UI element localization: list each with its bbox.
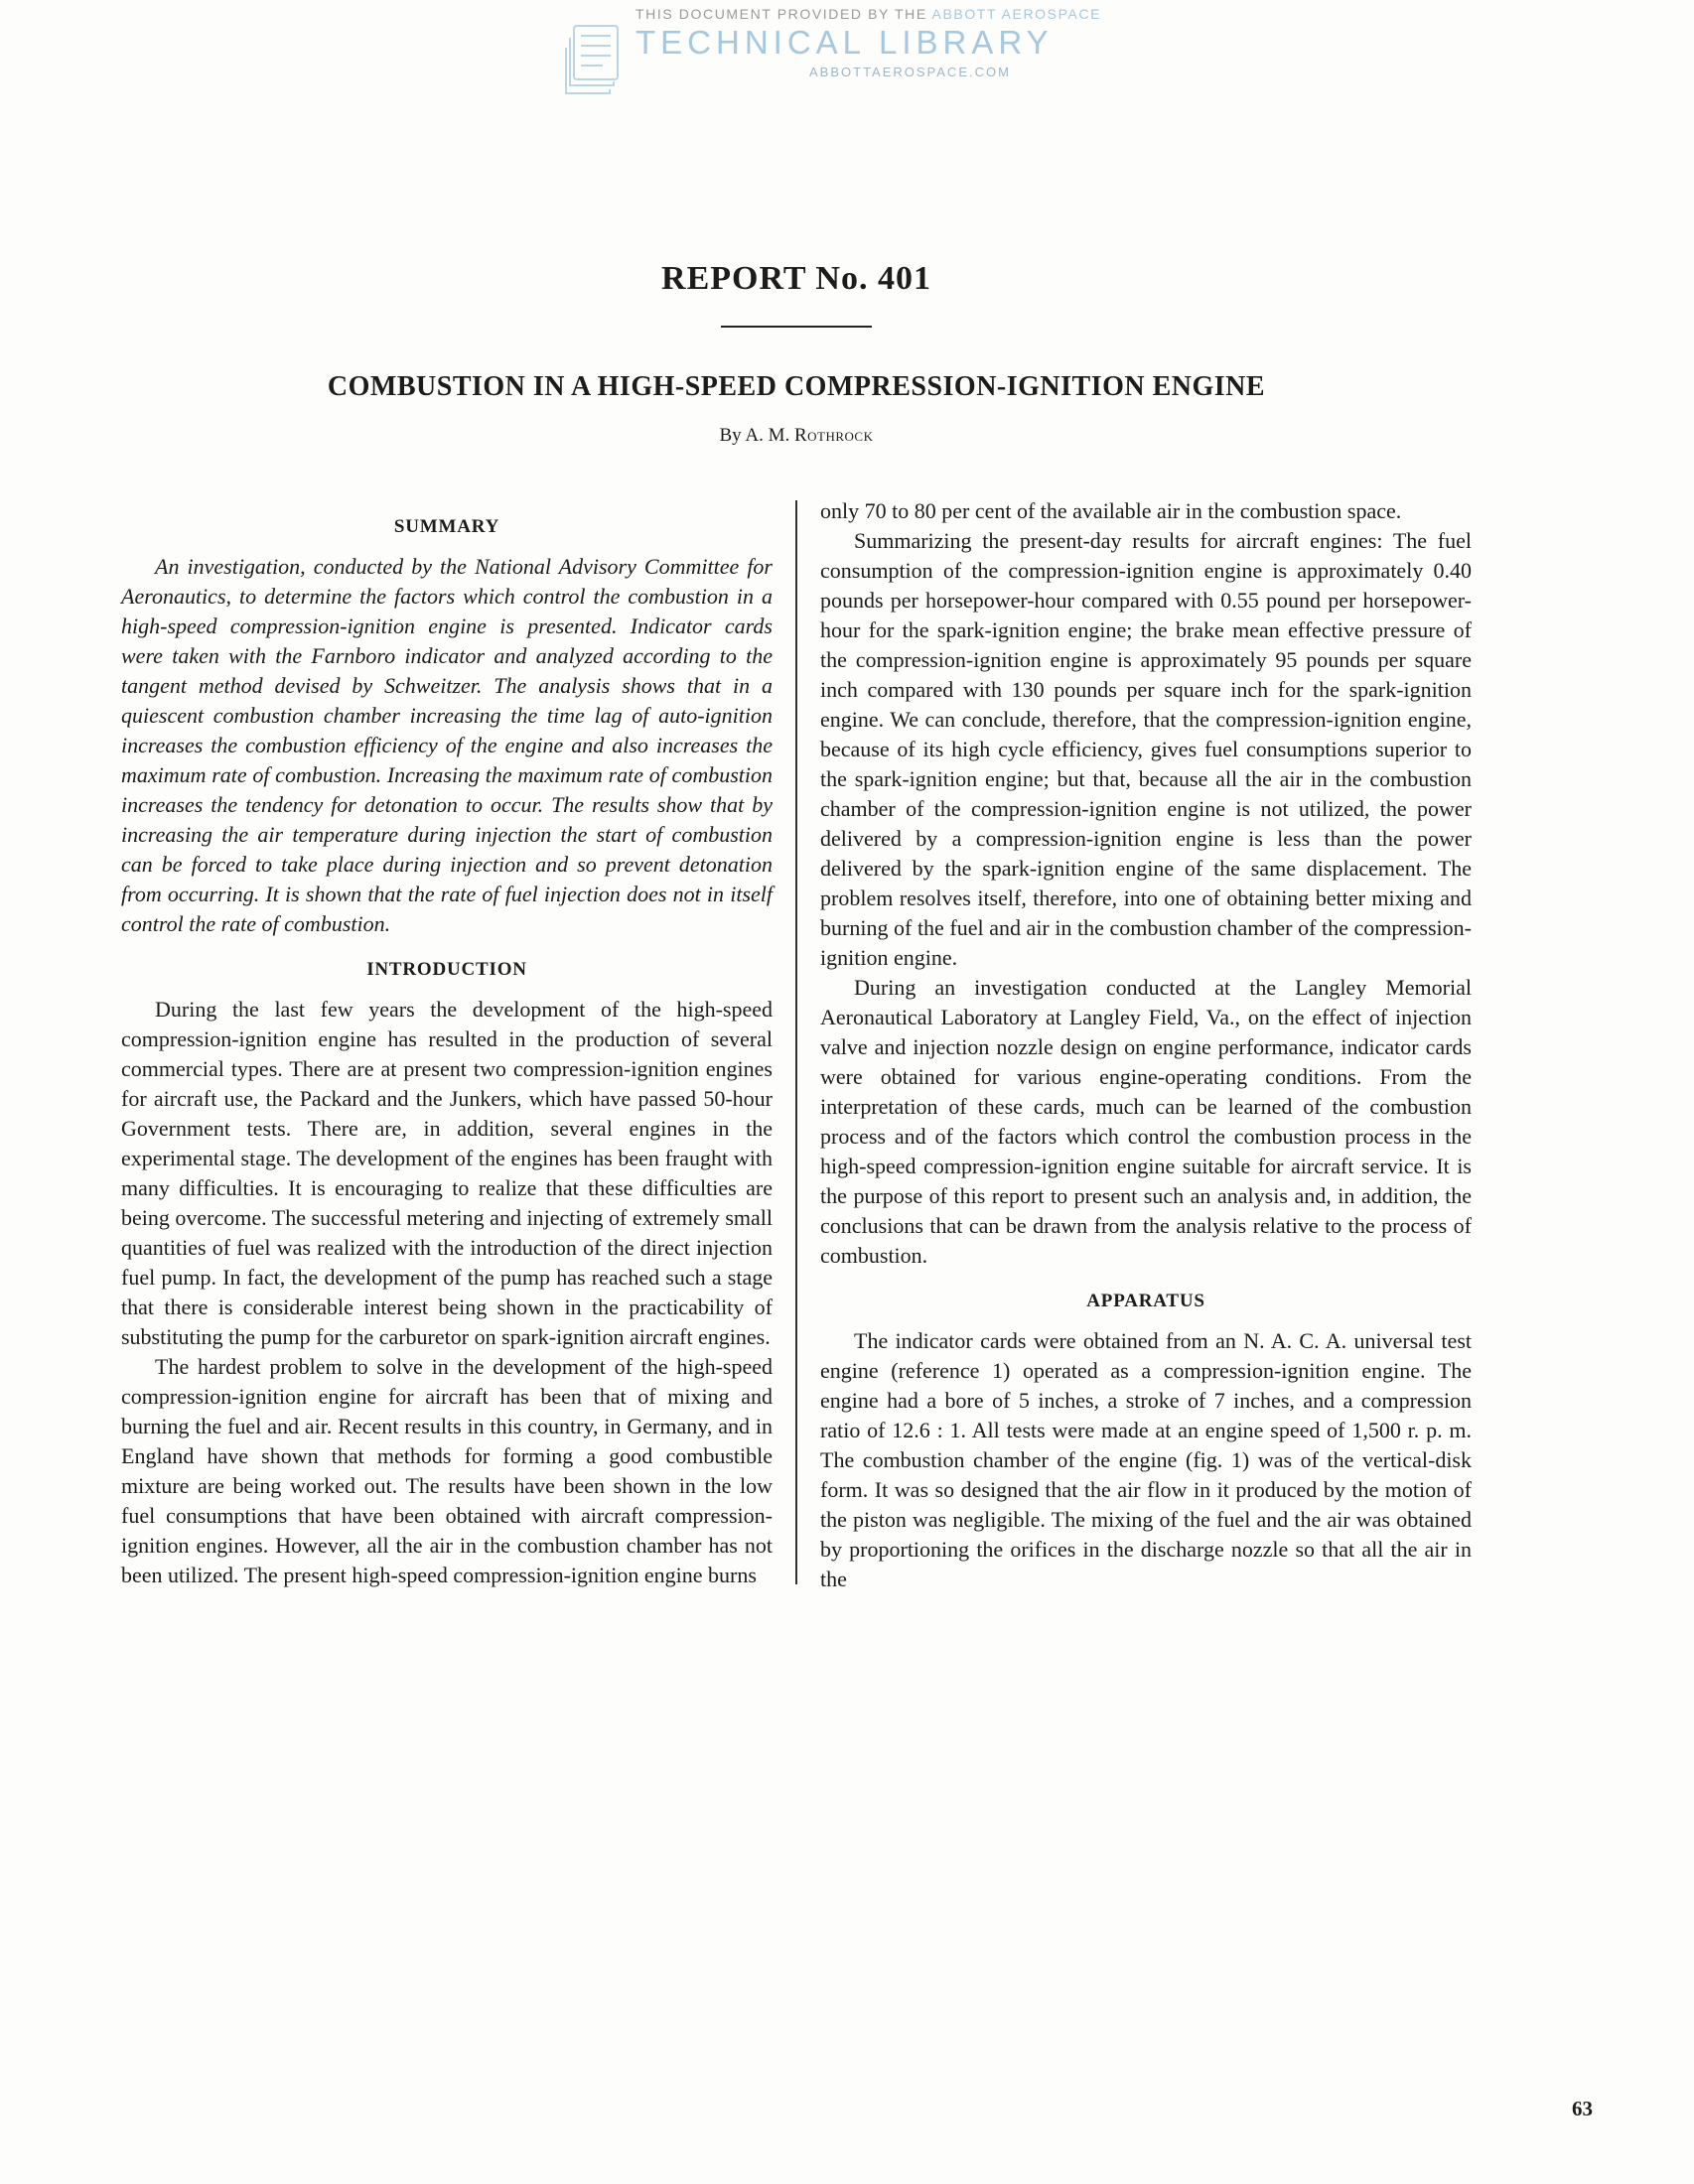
byline bbox=[121, 425, 1472, 447]
summary-results-paragraph: Summarizing the present-day results for aircraft engines: The fuel consumption of the compression-ignition engine is approximately 0.40 pounds per horsepower-hour compared with 0.55 pound per horsepower-hour for the spark-ignition engine; the brake mean effective pressure of the compression-ignition engine is approximately 95 pounds per square inch compared with 130 pounds per square inch for the spark-ignition engine. We can conclude, therefore, that the compression-ignition engine, because of its high cycle efficiency, gives fuel consumptions superior to the spark-ignition engine; but that, because all the air in the combustion chamber of the compression-ignition engine is not utilized, the power delivered by a compression-ignition engine is less than the power delivered by the spark-ignition engine of the same displacement. The problem resolves itself, therefore, into one of obtaining better mixing and burning of the fuel and air in the combustion chamber of the compression-ignition engine. bbox=[820, 528, 1472, 970]
summary-paragraph: An investigation, conducted by the National Advisory Committee for Aeronautics, to determine the factors which control the combustion in a high-speed compression-ignition engine is presented. Indicator cards were taken with the Farnboro indicator and analyzed according to the tangent method devised by Schweitzer. The analysis shows that in a quiescent combustion chamber increasing the time lag of auto-ignition increases the combustion efficiency of the engine and also increases the maximum rate of combustion. Increasing the maximum rate of combustion increases the tendency for detonation to occur. The results show that by increasing the air temperature during injection the start of combustion can be forced to take place during injection and so prevent detonation from occurring. It is shown that the rate of fuel injection does not in itself control the rate of combustion. bbox=[121, 554, 773, 936]
introduction-paragraph-1: During the last few years the development of the high-speed compression-ignition engine has resulted in the production of several commercial types. There are at present two compression-ignition engines for aircraft use, the Packard and the Junkers, which have passed 50-hour Government tests. There are, in addition, several engines in the experimental stage. The development of the engines has been fraught with many difficulties. It is encouraging to realize that these difficulties are being overcome. The successful metering and injecting of extremely small quantities of fuel was realized with the introduction of the direct injection fuel pump. In fact, the development of the pump has reached such a stage that there is considerable interest being shown in the practicability of substituting the pump for the carburetor on spark-ignition aircraft engines. bbox=[121, 997, 773, 1349]
title-divider-rule bbox=[721, 326, 872, 328]
introduction-heading: INTRODUCTION bbox=[366, 959, 527, 980]
left-column bbox=[121, 496, 773, 1594]
watermark-provider-name: ABBOTT AEROSPACE bbox=[931, 6, 1102, 22]
page-number: 63 bbox=[1572, 2097, 1593, 2120]
report-title: COMBUSTION IN A HIGH-SPEED COMPRESSION-IGNITION ENGINE bbox=[327, 371, 1266, 402]
right-column bbox=[820, 496, 1472, 1594]
introduction-paragraph-2: The hardest problem to solve in the development of the high-speed compression-ignition engine for aircraft has been that of mixing and burning the fuel and air. Recent results in this country, in Germany, and in England have shown that methods for forming a good combustible mixture are being worked out. The results have been shown in the low fuel consumptions that have been obtained with aircraft compression-ignition engines. However, all the air in the combustion chamber has not been utilized. The present high-speed compression-ignition engine burns bbox=[121, 1354, 773, 1587]
watermark-library-title: TECHNICAL LIBRARY bbox=[635, 24, 1054, 61]
summary-heading: SUMMARY bbox=[393, 516, 500, 537]
report-number: REPORT No. 401 bbox=[661, 260, 931, 297]
watermark-provided-text: THIS DOCUMENT PROVIDED BY THE bbox=[635, 6, 927, 22]
two-column-body bbox=[121, 496, 1472, 1594]
column-divider-rule bbox=[795, 500, 797, 1584]
langley-investigation-paragraph: During an investigation conducted at the Langley Memorial Aeronautical Laboratory at Langley Field, Va., on the effect of injection valve and injection nozzle design on engine performance, indicator cards were obtained for various engine-operating conditions. From the interpretation of these cards, much can be learned of the combustion process and of the factors which control the combustion process in the high-speed compression-ignition engine suitable for aircraft service. It is the purpose of this report to present such an analysis and, in addition, the conclusions that can be drawn from the analysis relative to the process of combustion. bbox=[820, 975, 1472, 1268]
apparatus-heading: APPARATUS bbox=[1086, 1291, 1205, 1311]
watermark-site-url: ABBOTTAEROSPACE.COM bbox=[809, 65, 1011, 79]
continuation-paragraph: only 70 to 80 per cent of the available air in the combustion space. bbox=[820, 498, 1402, 523]
apparatus-paragraph-1: The indicator cards were obtained from an N. A. C. A. universal test engine (reference 1) operated as a compression-ignition engine. The engine had a bore of 5 inches, a stroke of 7 inches, and a compression ratio of 12.6 : 1. All tests were made at an engine speed of 1,500 r. p. m. The combustion chamber of the engine (fig. 1) was of the vertical-disk form. It was so designed that the air flow in it produced by the motion of the piston was negligible. The mixing of the fuel and the air was obtained by proportioning the orifices in the discharge nozzle so that all the air in the bbox=[820, 1328, 1472, 1591]
report-content bbox=[121, 0, 1593, 2120]
byline-prefix: By A. M. bbox=[719, 425, 794, 446]
byline-author-name: Rothrock bbox=[793, 425, 874, 446]
